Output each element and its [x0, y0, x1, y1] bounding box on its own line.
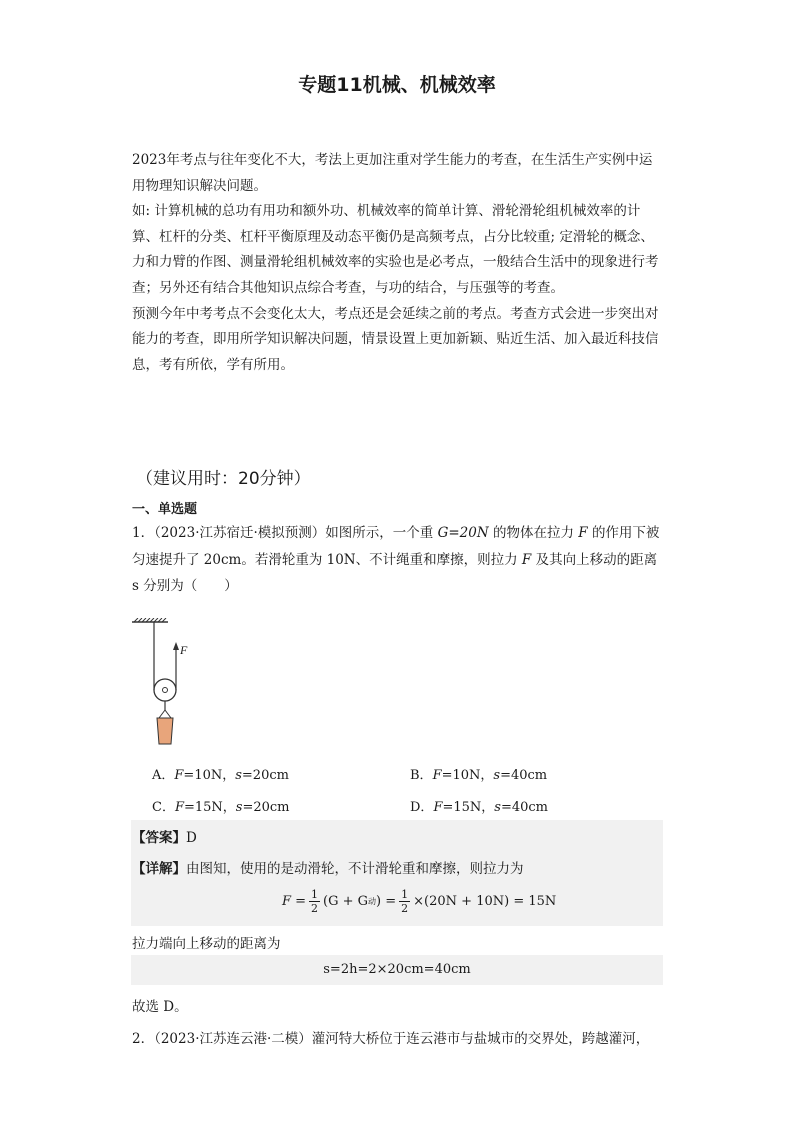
intro-paragraph: 2023年考点与往年变化不大，考法上更加注重对学生能力的考查，在生活生产实例中运用物理知识解决问题。: [132, 152, 653, 194]
intro-paragraph: 预测今年中考考点不会变化太大，考点还是会延续之前的考点。考查方式会进一步突出对能力的考查，即用所学知识解决问题，情景设置上更加新颖、贴近生活、加入最近科技信息，考有所依，学有所用。: [132, 305, 659, 373]
q1-text: 及其向上移动的距离 s 分别为（ ）: [132, 551, 658, 594]
q1-weight: G=20N: [437, 525, 489, 541]
question-2: 2．（2023·江苏连云港·二模）灌河特大桥位于连云港市与盐城市的交界处，跨越灌河，: [132, 1031, 650, 1047]
question-1: [132, 520, 664, 600]
movable-pulley: [154, 679, 176, 701]
force-arrow: [173, 642, 179, 650]
distance-formula: s=2h=2×20cm=40cm: [323, 962, 471, 977]
option-d: D．F=15N，s=40cm: [410, 800, 548, 815]
force-formula: F = $\frac{1}{2}$ (G + G 动 ) = $\frac{1}{2}$ ×(20N + 10N) = 15N: [282, 888, 557, 915]
option-a: A．F=10N，s=20cm: [152, 768, 289, 783]
section-title: 一、单选题: [132, 502, 198, 517]
intro-paragraph: 如: 计算机械的总功有用功和额外功、机械效率的简单计算、滑轮滑轮组机械效率的计算、杠杆的分类、杠杆平衡原理及动态平衡仍是高频考点，占分比较重; 定滑轮的概念、力和力臂的作图、测量滑轮组机械效率的实验也是必考点，一般结合生活中的现象进行考查；另外还有结合其他知识点综合考查，与功的结合，与压强等的考查。: [132, 203, 659, 296]
distance-text: 拉力端向上移动的距离为: [132, 936, 281, 952]
q1-text: 的作用下被匀速提升了 20cm。若滑轮重为 10N、不计绳重和摩擦，则拉力: [132, 525, 660, 568]
answer-value: D: [186, 830, 197, 846]
weight-block: [157, 718, 173, 744]
detail-line: [132, 857, 524, 877]
q1-text: 的物体在拉力: [492, 525, 574, 541]
answer-line: [132, 826, 197, 846]
answer-label: 【答案】: [132, 830, 186, 846]
suggested-time: （建议用时：20分钟）: [136, 469, 311, 489]
intro-text: [132, 148, 664, 378]
q1-text: 1．（2023·江苏宿迁·模拟预测）如图所示，一个重: [132, 525, 434, 541]
hook-rope: [159, 710, 171, 718]
force-label: F: [180, 643, 188, 657]
pulley-axle: [163, 688, 168, 693]
page-title: 专题11机械、机械效率: [298, 74, 496, 96]
option-c: C．F=15N，s=20cm: [152, 800, 290, 815]
pulley-figure: [130, 618, 210, 748]
q1-force-var: F: [578, 525, 588, 541]
option-b: B．F=10N，s=40cm: [410, 768, 548, 783]
detail-text: 由图知，使用的是动滑轮，不计滑轮重和摩擦，则拉力为: [186, 861, 524, 877]
q1-force-var: F: [521, 551, 532, 568]
conclusion: 故选 D。: [132, 999, 188, 1015]
detail-label: 【详解】: [132, 861, 186, 877]
